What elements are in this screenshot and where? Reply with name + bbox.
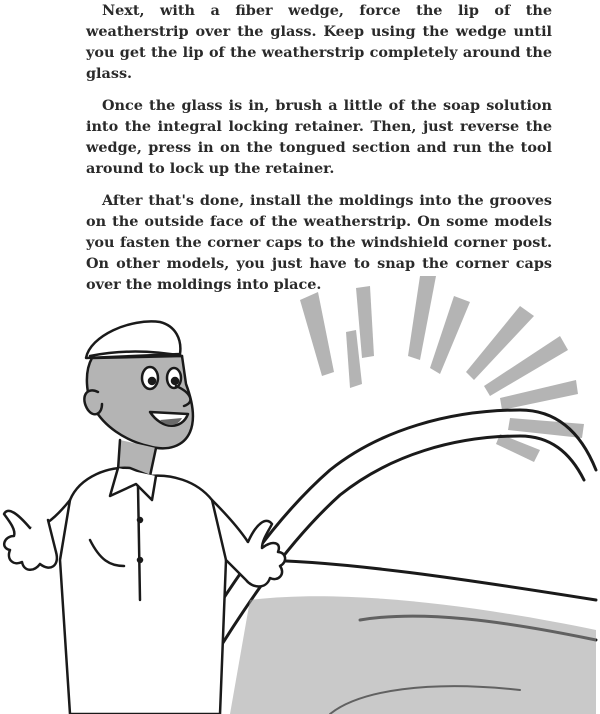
mechanic-windshield-illustration: [0, 262, 600, 714]
paragraph-wedge: Next, with a fiber wedge, force the lip of the weatherstrip over the glass. Keep using the wedge until you get the lip of the weatherstrip completely around the glass.: [86, 2, 552, 82]
paragraph-moldings: After that's done, install the moldings into the grooves on the outside face of the weatherstrip. On some models you fasten the corner caps to the windshield corner post. On other models, you just have to snap the corner caps over the moldings into place.: [86, 192, 552, 293]
car-shading: [230, 596, 596, 714]
instruction-text: [86, 0, 552, 306]
shine-rays-icon: [300, 276, 584, 462]
paragraph-retainer: Once the glass is in, brush a little of the soap solution into the integral locking retainer. Then, just reverse the wedge, press in on the tongued section and run the tool around to lock up the retainer.: [86, 97, 552, 177]
